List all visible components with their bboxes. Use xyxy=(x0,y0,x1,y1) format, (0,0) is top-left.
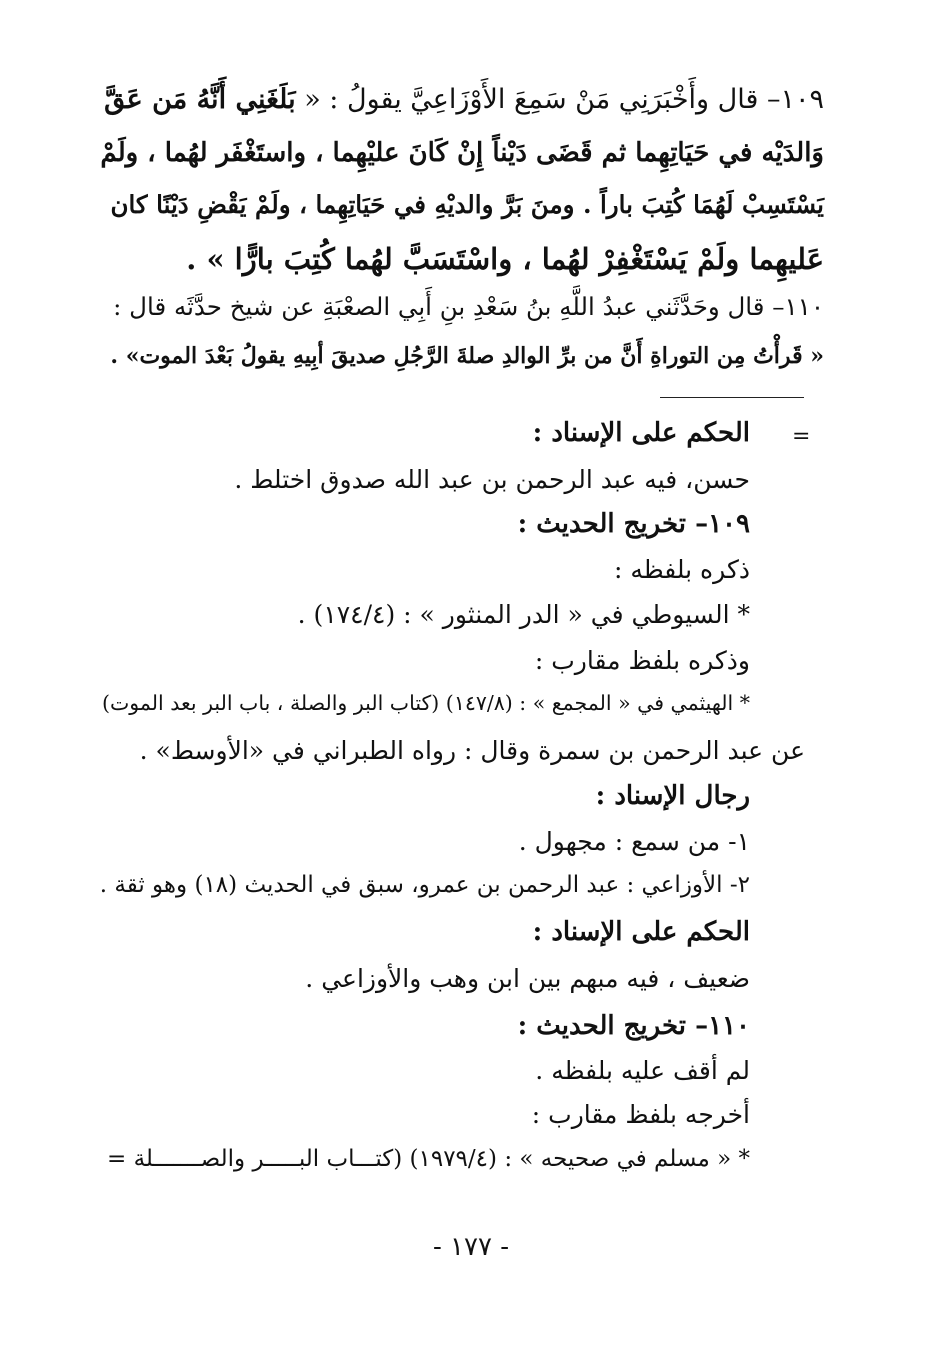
footnote-line: * « مسلم في صحيحه » : (١٩٧٩/٤) (كتـــاب البـــــر والصـــــــلة = xyxy=(106,1146,750,1172)
hadith-110-line-1: ١١٠– قال وحَدَّثَني عبدُ اللَّهِ بنُ سَعْدِ بنِ أَبِي الصعْبَةِ عن شيخ حدَّثَه قال : xyxy=(113,292,824,321)
footnote-heading-takhrij-109: ١٠٩– تخريج الحديث : xyxy=(517,509,750,539)
hadith-109-intro: ١٠٩– قال وأَخْبَرَنِي مَنْ سَمِعَ الأَوْزَاعِيَّ يقولُ : « xyxy=(304,84,824,115)
footnote-heading-isnad-ruling: الحكم على الإسناد : xyxy=(532,917,750,947)
hadith-109-line-4: عَليهِما ولَمْ يَسْتَغْفِرْ لهُما ، واسْتَسَبَّ لهُما كُتِبَ بارًّا » . xyxy=(186,242,824,276)
footnote-separator xyxy=(660,397,804,398)
footnote-line: وذكره بلفظ مقارب : xyxy=(534,646,750,675)
hadith-109-quote-start: بَلَغَنِي أَنَّهُ مَن عَقَّ xyxy=(104,84,296,115)
footnote-line: * السيوطي في « الدر المنثور » : (١٧٤/٤) . xyxy=(297,600,750,629)
hadith-109-line-3: يَسْتَسِبْ لَهُمَا كُتِبَ باراً . ومنَ بَرَّ والديْهِ في حَيَاتِهِما ، ولَمْ يَقْضِ دَيْنًا كان xyxy=(110,190,824,219)
footnote-line: عن عبد الرحمن بن سمرة وقال : رواه الطبراني في «الأوسط» . xyxy=(139,736,805,765)
footnote-line: ضعيف ، فيه مبهم بين ابن وهب والأوزاعي . xyxy=(305,964,750,993)
page-number: - ١٧٧ - xyxy=(432,1232,510,1262)
hadith-109-line-1 xyxy=(104,86,824,113)
footnote-line: لم أقف عليه بلفظه . xyxy=(535,1056,750,1085)
continuation-mark: = xyxy=(792,424,811,449)
hadith-109-line-2: وَالدَيْه في حَيَاتِهِما ثم قَضَى دَيْناً إِنْ كَانَ عليْهِما ، واستَغْفَر لهُما ، ولَمْ xyxy=(100,138,824,168)
footnote-line: ٢- الأوزاعي : عبد الرحمن بن عمرو، سبق في الحديث (١٨) وهو ثقة . xyxy=(99,872,750,898)
footnote-line: أخرجه بلفظ مقارب : xyxy=(531,1100,750,1129)
footnote-heading-takhrij-110: ١١٠– تخريج الحديث : xyxy=(517,1011,750,1041)
footnote-line: ١- من سمع : مجهول . xyxy=(518,827,750,856)
footnote-line: * الهيثمي في « المجمع » : (١٤٧/٨) (كتاب البر والصلة ، باب البر بعد الموت) xyxy=(102,691,750,715)
footnote-line: حسن، فيه عبد الرحمن بن عبد الله صدوق اختلط . xyxy=(234,465,750,494)
hadith-110-line-2: « قَرأْتُ مِن التوراةِ أَنَّ من برِّ الوالدِ صلةَ الرَّجُلِ صديقَ أبِيهِ يقولُ بَعْدَ الموت» . xyxy=(110,343,824,369)
footnote-heading-isnad-ruling: الحكم على الإسناد : xyxy=(532,418,750,448)
footnote-heading-narrators: رجال الإسناد : xyxy=(595,781,750,811)
footnote-line: ذكره بلفظه : xyxy=(613,555,750,584)
